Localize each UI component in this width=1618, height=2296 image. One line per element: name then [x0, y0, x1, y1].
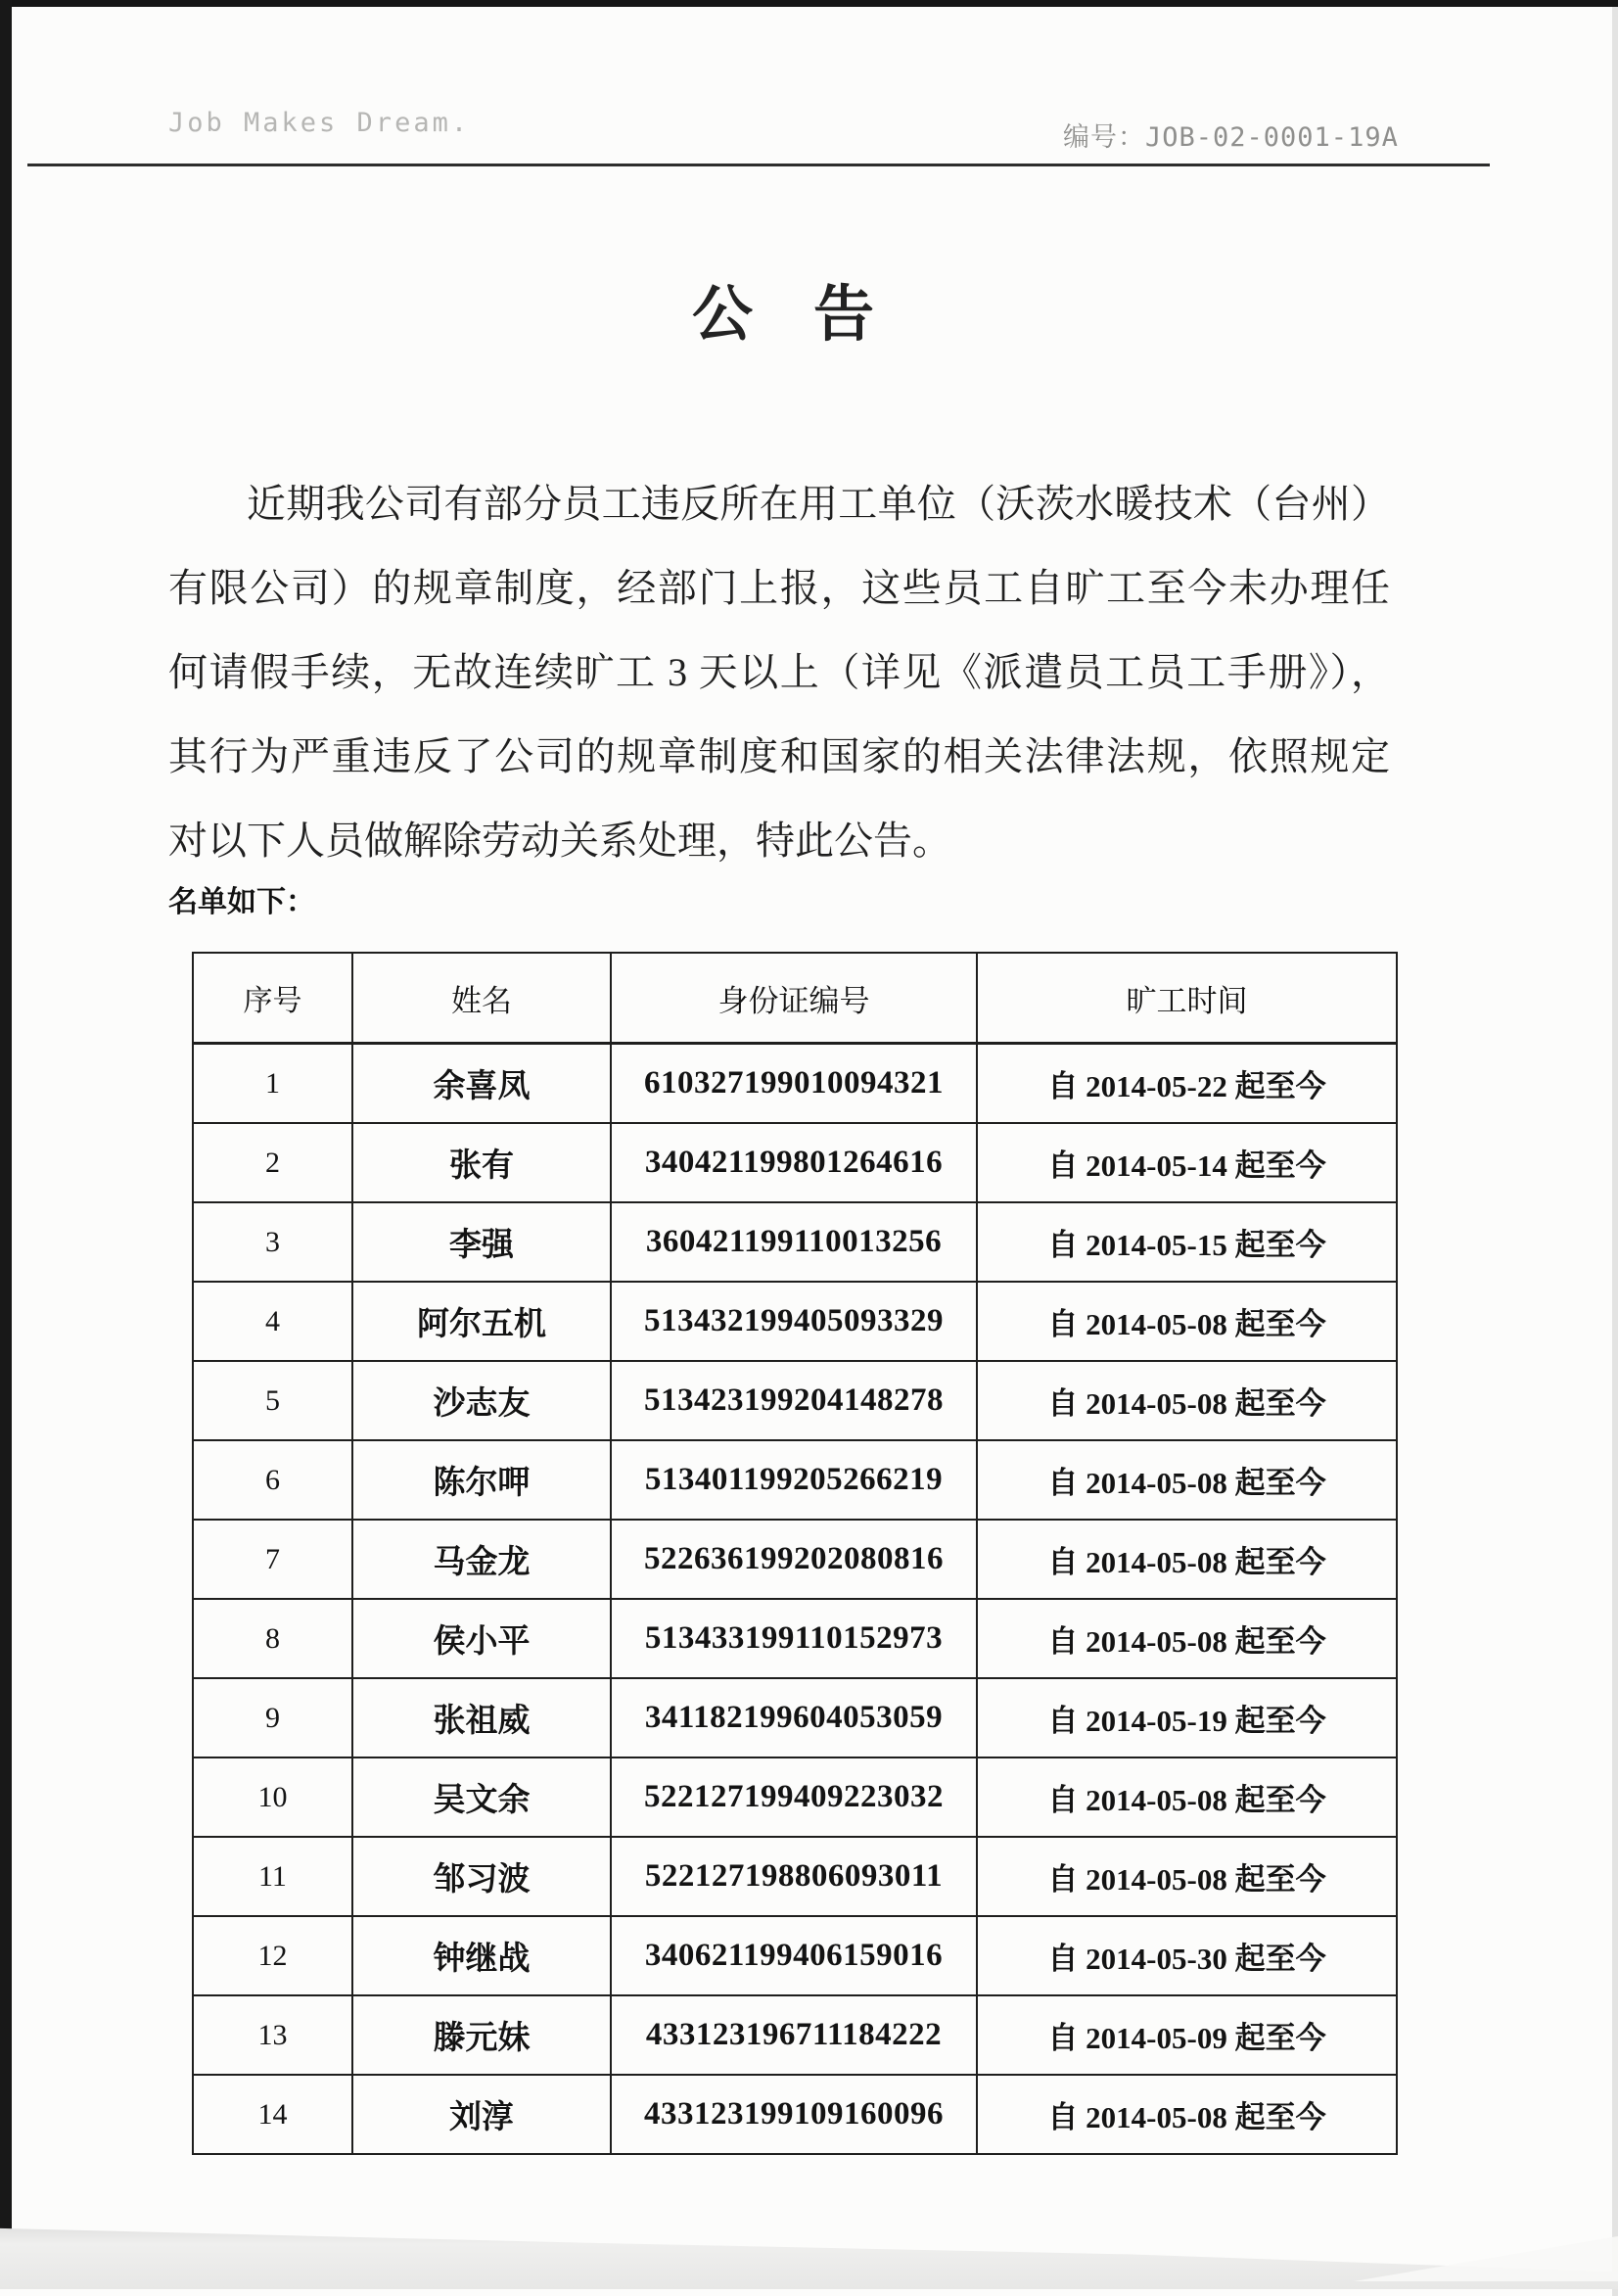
absence-period-cell: 自 2014-05-15 起至今: [977, 1202, 1397, 1282]
scan-edge-right: [1612, 7, 1618, 2296]
row-index-cell: 5: [193, 1361, 352, 1440]
dismissal-roster-table: [192, 952, 1398, 2155]
absence-period-cell: 自 2014-05-08 起至今: [977, 1599, 1397, 1678]
employee-name-cell: 钟继战: [352, 1916, 611, 1995]
header-cell-index: 序号: [193, 953, 352, 1044]
table-row: [193, 1361, 1397, 1440]
row-index-cell: 13: [193, 1995, 352, 2075]
employee-name-cell: 李强: [352, 1202, 611, 1282]
row-index-cell: 7: [193, 1520, 352, 1599]
roster-label: 名单如下：: [168, 886, 315, 918]
table-header-row: [193, 953, 1397, 1044]
table-row: [193, 1678, 1397, 1757]
id-number-cell: 341182199604053059: [611, 1678, 977, 1757]
row-index-cell: 8: [193, 1599, 352, 1678]
id-number-cell: 360421199110013256: [611, 1202, 977, 1282]
id-number-cell: 610327199010094321: [611, 1044, 977, 1124]
table-row: [193, 1757, 1397, 1837]
id-number-cell: 433123199109160096: [611, 2075, 977, 2154]
document-number: 编号：JOB-02-0001-19A: [1063, 122, 1399, 153]
table-row: [193, 1520, 1397, 1599]
employee-name-cell: 滕元妹: [352, 1995, 611, 2075]
row-index-cell: 10: [193, 1757, 352, 1837]
table-row: [193, 1044, 1397, 1124]
absence-period-cell: 自 2014-05-08 起至今: [977, 1282, 1397, 1361]
table-row: [193, 1202, 1397, 1282]
row-index-cell: 3: [193, 1202, 352, 1282]
employee-name-cell: 沙志友: [352, 1361, 611, 1440]
announcement-body: [168, 462, 1390, 883]
header-rule: [27, 164, 1490, 166]
table-row: [193, 1995, 1397, 2075]
employee-name-cell: 张有: [352, 1123, 611, 1202]
employee-name-cell: 陈尔呷: [352, 1440, 611, 1520]
scan-edge-left: [0, 0, 12, 2289]
id-number-cell: 513401199205266219: [611, 1440, 977, 1520]
body-line: 近期我公司有部分员工违反所在用工单位（沃茨水暖技术（台州）: [247, 482, 1390, 526]
absence-period-cell: 自 2014-05-08 起至今: [977, 1757, 1397, 1837]
employee-name-cell: 吴文余: [352, 1757, 611, 1837]
header-cell-absence-period: 旷工时间: [977, 953, 1397, 1044]
employee-name-cell: 邹习波: [352, 1837, 611, 1916]
employee-name-cell: 刘淳: [352, 2075, 611, 2154]
absence-period-cell: 自 2014-05-08 起至今: [977, 1520, 1397, 1599]
employee-name-cell: 阿尔五机: [352, 1282, 611, 1361]
table-row: [193, 1599, 1397, 1678]
table-row: [193, 1440, 1397, 1520]
row-index-cell: 14: [193, 2075, 352, 2154]
employee-name-cell: 张祖威: [352, 1678, 611, 1757]
letterhead-slogan: Job Makes Dream.: [168, 108, 471, 138]
id-number-cell: 522127198806093011: [611, 1837, 977, 1916]
row-index-cell: 6: [193, 1440, 352, 1520]
row-index-cell: 4: [193, 1282, 352, 1361]
table-row: [193, 1916, 1397, 1995]
id-number-cell: 340621199406159016: [611, 1916, 977, 1995]
absence-period-cell: 自 2014-05-08 起至今: [977, 1837, 1397, 1916]
row-index-cell: 2: [193, 1123, 352, 1202]
scan-edge-top: [0, 0, 1618, 7]
id-number-cell: 513423199204148278: [611, 1361, 977, 1440]
id-number-cell: 513432199405093329: [611, 1282, 977, 1361]
absence-period-cell: 自 2014-05-30 起至今: [977, 1916, 1397, 1995]
employee-name-cell: 侯小平: [352, 1599, 611, 1678]
row-index-cell: 9: [193, 1678, 352, 1757]
absence-period-cell: 自 2014-05-09 起至今: [977, 1995, 1397, 2075]
body-line: 有限公司）的规章制度，经部门上报，这些员工自旷工至今未办理任: [168, 566, 1390, 610]
id-number-cell: 513433199110152973: [611, 1599, 977, 1678]
row-index-cell: 1: [193, 1044, 352, 1124]
id-number-cell: 522127199409223032: [611, 1757, 977, 1837]
absence-period-cell: 自 2014-05-08 起至今: [977, 1361, 1397, 1440]
row-index-cell: 11: [193, 1837, 352, 1916]
table-header: [193, 953, 1397, 1044]
scan-corner-fold: [1354, 2236, 1618, 2281]
absence-period-cell: 自 2014-05-08 起至今: [977, 2075, 1397, 2154]
body-line: 何请假手续，无故连续旷工 3 天以上（详见《派遣员工员工手册》），: [168, 650, 1390, 694]
row-index-cell: 12: [193, 1916, 352, 1995]
header-cell-id-number: 身份证编号: [611, 953, 977, 1044]
table-row: [193, 1837, 1397, 1916]
page-title: 公 告: [691, 282, 874, 349]
id-number-cell: 522636199202080816: [611, 1520, 977, 1599]
employee-name-cell: 余喜凤: [352, 1044, 611, 1124]
body-line: 其行为严重违反了公司的规章制度和国家的相关法律法规，依照规定: [168, 734, 1390, 778]
roster-table-body: [193, 1044, 1397, 2155]
header-cell-name: 姓名: [352, 953, 611, 1044]
id-number-cell: 340421199801264616: [611, 1123, 977, 1202]
employee-name-cell: 马金龙: [352, 1520, 611, 1599]
absence-period-cell: 自 2014-05-08 起至今: [977, 1440, 1397, 1520]
absence-period-cell: 自 2014-05-19 起至今: [977, 1678, 1397, 1757]
table-row: [193, 1123, 1397, 1202]
body-line: 对以下人员做解除劳动关系处理，特此公告。: [168, 819, 951, 863]
id-number-cell: 433123196711184222: [611, 1995, 977, 2075]
table-row: [193, 1282, 1397, 1361]
absence-period-cell: 自 2014-05-14 起至今: [977, 1123, 1397, 1202]
absence-period-cell: 自 2014-05-22 起至今: [977, 1044, 1397, 1124]
table-row: [193, 2075, 1397, 2154]
